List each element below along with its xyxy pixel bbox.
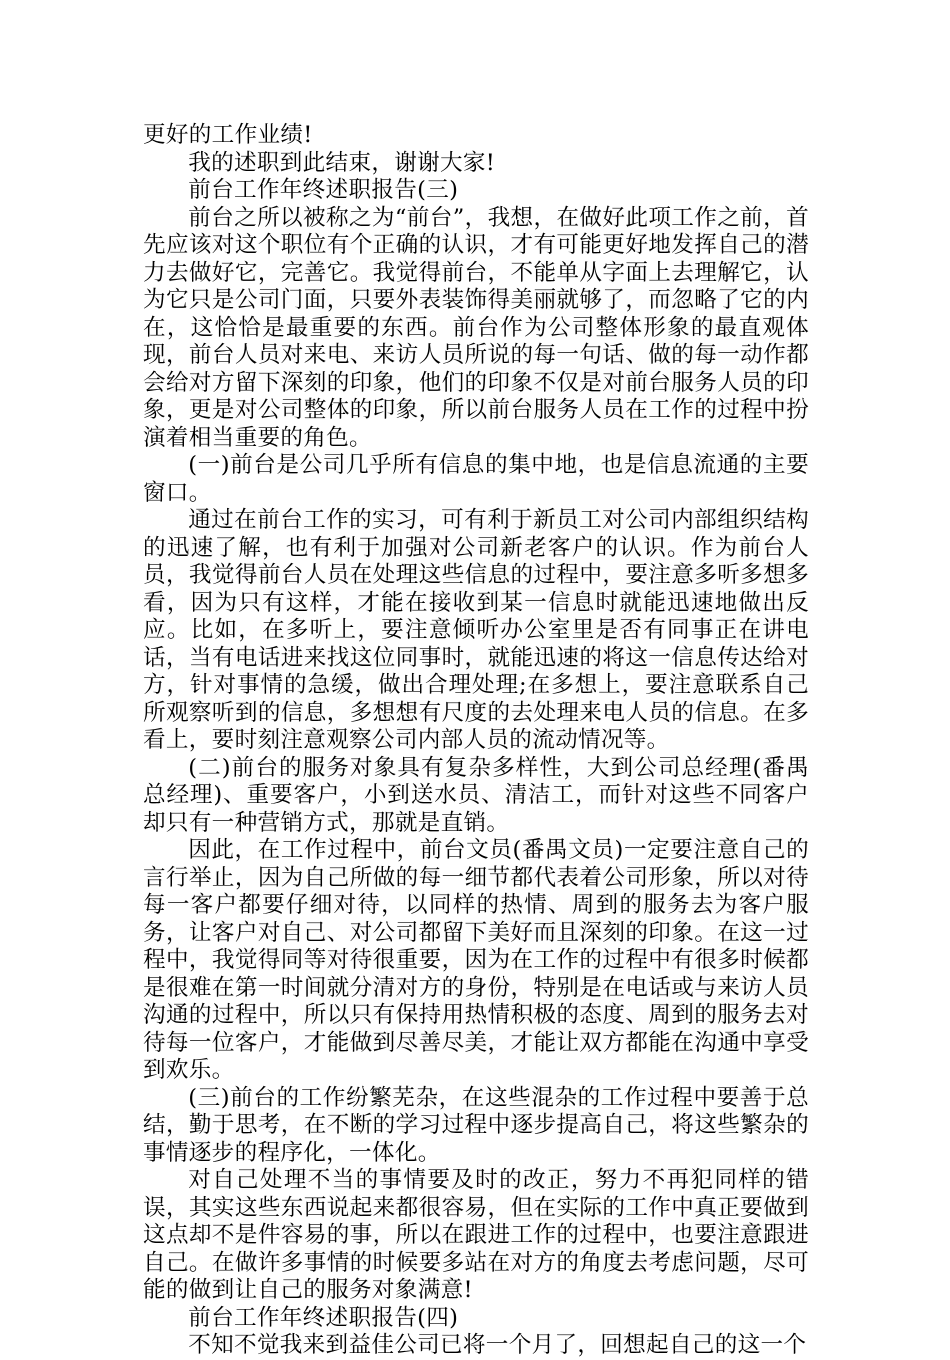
paragraph-closing: 我的述职到此结束，谢谢大家!: [188, 149, 496, 176]
section-heading-three: 前台工作年终述职报告(三): [188, 177, 459, 203]
section-heading-four: 前台工作年终述职报告(四): [188, 1304, 459, 1331]
paragraph-section-four-start: 不知不觉我来到益佳公司已将一个月了，回想起自己的这一个: [188, 1332, 807, 1358]
paragraph-continuation: 更好的工作业绩!: [143, 122, 313, 148]
paragraph-point-three: (三)前台的工作纷繁芜杂，在这些混杂的工作过程中要善于总结，勤于思考，在不断的学习过程中逐步提高自己，将这些繁杂的事情逐步的程序化，一体化。: [143, 1084, 809, 1166]
paragraph-point-three-detail: 对自己处理不当的事情要及时的改正，努力不再犯同样的错误，其实这些东西说起来都很容易，但在实际的工作中真正要做到这点却不是件容易的事，所以在跟进工作的过程中，也要注意跟进自己。在做许多事情的时候要多站在对方的角度去考虑问题，尽可能的做到让自己的服务对象满意!: [143, 1167, 809, 1303]
paragraph-point-one: (一)前台是公司几乎所有信息的集中地，也是信息流通的主要窗口。: [143, 452, 809, 506]
paragraph-point-two: (二)前台的服务对象具有复杂多样性，大到公司总经理(番禺总经理)、重要客户，小到送水员、清洁工，而针对这些不同客户却只有一种营销方式，那就是直销。: [143, 754, 809, 836]
document-page: [143, 122, 809, 1360]
paragraph-point-one-detail: 通过在前台工作的实习，可有利于新员工对公司内部组织结构的迅速了解，也有利于加强对公司新老客户的认识。作为前台人员，我觉得前台人员在处理这些信息的过程中，要注意多听多想多看，因为只有这样，才能在接收到某一信息时就能迅速地做出反应。比如，在多听上，要注意倾听办公室里是否有同事正在讲电话，当有电话进来找这位同事时，就能迅速的将这一信息传达给对方，针对事情的急缓，做出合理处理;在多想上，要注意联系自己所观察听到的信息，多想想有尺度的去处理来电人员的信息。在多看上，要时刻注意观察公司内部人员的流动情况等。: [143, 507, 809, 753]
paragraph-intro: 前台之所以被称之为“前台”，我想，在做好此项工作之前，首先应该对这个职位有个正确的认识，才有可能更好地发挥自己的潜力去做好它，完善它。我觉得前台，不能单从字面上去理解它，认为它只是公司门面，只要外表装饰得美丽就够了，而忽略了它的内在，这恰恰是最重要的东西。前台作为公司整体形象的最直观体现，前台人员对来电、来访人员所说的每一句话、做的每一动作都会给对方留下深刻的印象，他们的印象不仅是对前台服务人员的印象，更是对公司整体的印象，所以前台服务人员在工作的过程中扮演着相当重要的角色。: [143, 204, 809, 451]
paragraph-point-two-detail: 因此，在工作过程中，前台文员(番禺文员)一定要注意自己的言行举止，因为自己所做的每一细节都代表着公司形象，所以对待每一客户都要仔细对待，以同样的热情、周到的服务去为客户服务，让客户对自己、对公司都留下美好而且深刻的印象。在这一过程中，我觉得同等对待很重要，因为在工作的过程中有很多时候都是很难在第一时间就分清对方的身份，特别是在电话或与来访人员沟通的过程中，所以只有保持用热情积极的态度、周到的服务去对待每一位客户，才能做到尽善尽美，才能让双方都能在沟通中享受到欢乐。: [143, 837, 809, 1083]
